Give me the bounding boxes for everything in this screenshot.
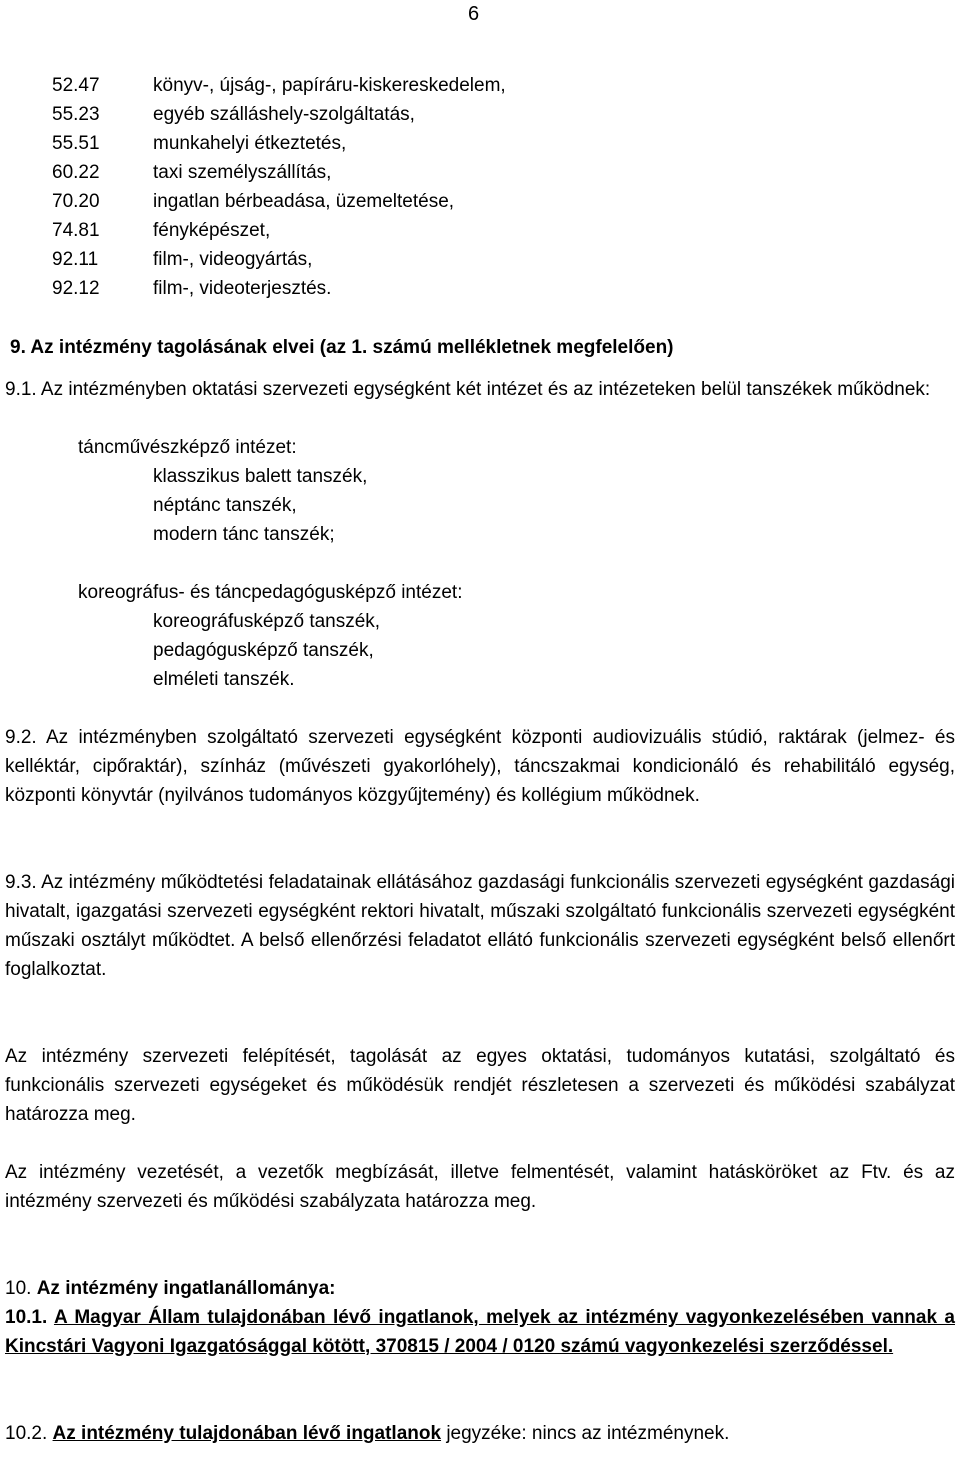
paragraph-10-2-bold-text: Az intézmény tulajdonában lévő ingatlanok (52, 1423, 442, 1444)
activity-code-row (52, 71, 506, 100)
activity-code: 74.81 (52, 220, 100, 241)
activity-code: 55.23 (52, 104, 100, 125)
activity-code: 52.47 (52, 75, 100, 96)
activity-text: könyv-, újság-, papíráru-kiskereskedelem, (153, 75, 506, 96)
department-item: elméleti tanszék. (153, 669, 295, 690)
activity-code-row (52, 187, 454, 216)
activity-code-row (52, 158, 331, 187)
department-item: klasszikus balett tanszék, (153, 466, 368, 487)
paragraph-9-2: 9.2. Az intézményben szolgáltató szervezeti egységként központi audiovizuális stúdió, raktárak (jelmez- és kelléktár, cipőraktár), színház (művészeti gyakorlóhely), táncszakmai kondicionáló és rehabilitáló egység, központi könyvtár (nyilvános tudományos közgyűjtemény) és kollégium működnek. (5, 727, 955, 806)
section-10-number: 10. (5, 1278, 32, 1299)
activity-code-row (52, 100, 415, 129)
activity-text: egyéb szálláshely-szolgáltatás, (153, 104, 415, 125)
activity-text: film-, videoterjesztés. (153, 278, 332, 299)
activity-text: fényképészet, (153, 220, 271, 241)
department-item: néptánc tanszék, (153, 495, 297, 516)
department-item: modern tánc tanszék; (153, 524, 335, 545)
activity-text: film-, videogyártás, (153, 249, 313, 270)
paragraph-9-3: 9.3. Az intézmény működtetési feladatainak ellátásához gazdasági funkcionális szervezeti egységként gazdasági hivatalt, igazgatási szervezeti egységként rektori hivatalt, műszaki szolgáltató funkcionális szervezeti egységként műszaki osztályt működtet. A belső ellenőrzési feladatot ellátó funkcionális szervezeti egységként belső ellenőrt foglalkoztat. (5, 872, 955, 980)
department-item: pedagógusképző tanszék, (153, 640, 374, 661)
paragraph-structure: Az intézmény szervezeti felépítését, tagolását az egyes oktatási, tudományos kutatási, szolgáltató és funkcionális szervezeti egységeket és működésük rendjét részletesen a szervezeti és működési szabályzat határozza meg. (5, 1046, 955, 1125)
paragraph-management: Az intézmény vezetését, a vezetők megbízását, illetve felmentését, valamint hatásköröket az Ftv. és az intézmény szervezeti és működési szabályzata határozza meg. (5, 1162, 955, 1212)
activity-code-row (52, 216, 270, 245)
activity-code: 60.22 (52, 162, 100, 183)
paragraph-10-2-number: 10.2. (5, 1423, 48, 1444)
activity-code: 70.20 (52, 191, 100, 212)
paragraph-10-1-text: A Magyar Állam tulajdonában lévő ingatlanok, melyek az intézmény vagyonkezelésében vannak a Kincstári Vagyoni Igazgatósággal kötött, 370815 / 2004 / 0120 számú vagyonkezelési szerződéssel. (5, 1307, 955, 1357)
institute-name: táncművészképző intézet: (78, 437, 297, 458)
paragraph-10-1-number: 10.1. (5, 1307, 48, 1328)
section-9-heading: 9. Az intézmény tagolásának elvei (az 1. számú mellékletnek megfelelően) (10, 337, 674, 358)
paragraph-10-2-rest: jegyzéke: nincs az intézménynek. (446, 1423, 730, 1444)
institute-name: koreográfus- és táncpedagógusképző intézet: (78, 582, 463, 603)
page-number: 6 (468, 3, 480, 25)
activity-code-row (52, 274, 331, 303)
activity-code: 55.51 (52, 133, 100, 154)
section-10-heading (5, 1274, 336, 1303)
activity-text: ingatlan bérbeadása, üzemeltetése, (153, 191, 455, 212)
paragraph-10-2 (5, 1419, 955, 1448)
activity-text: munkahelyi étkeztetés, (153, 133, 347, 154)
activity-text: taxi személyszállítás, (153, 162, 332, 183)
activity-code-row (52, 129, 346, 158)
activity-code-row (52, 245, 312, 274)
section-10-title: Az intézmény ingatlanállománya: (36, 1278, 336, 1299)
department-item: koreográfusképző tanszék, (153, 611, 381, 632)
paragraph-9-1: 9.1. Az intézményben oktatási szervezeti egységként két intézet és az intézeteken belül tanszékek működnek: (5, 379, 931, 400)
paragraph-10-1 (5, 1303, 955, 1361)
activity-code: 92.11 (52, 249, 99, 270)
activity-code: 92.12 (52, 278, 100, 299)
